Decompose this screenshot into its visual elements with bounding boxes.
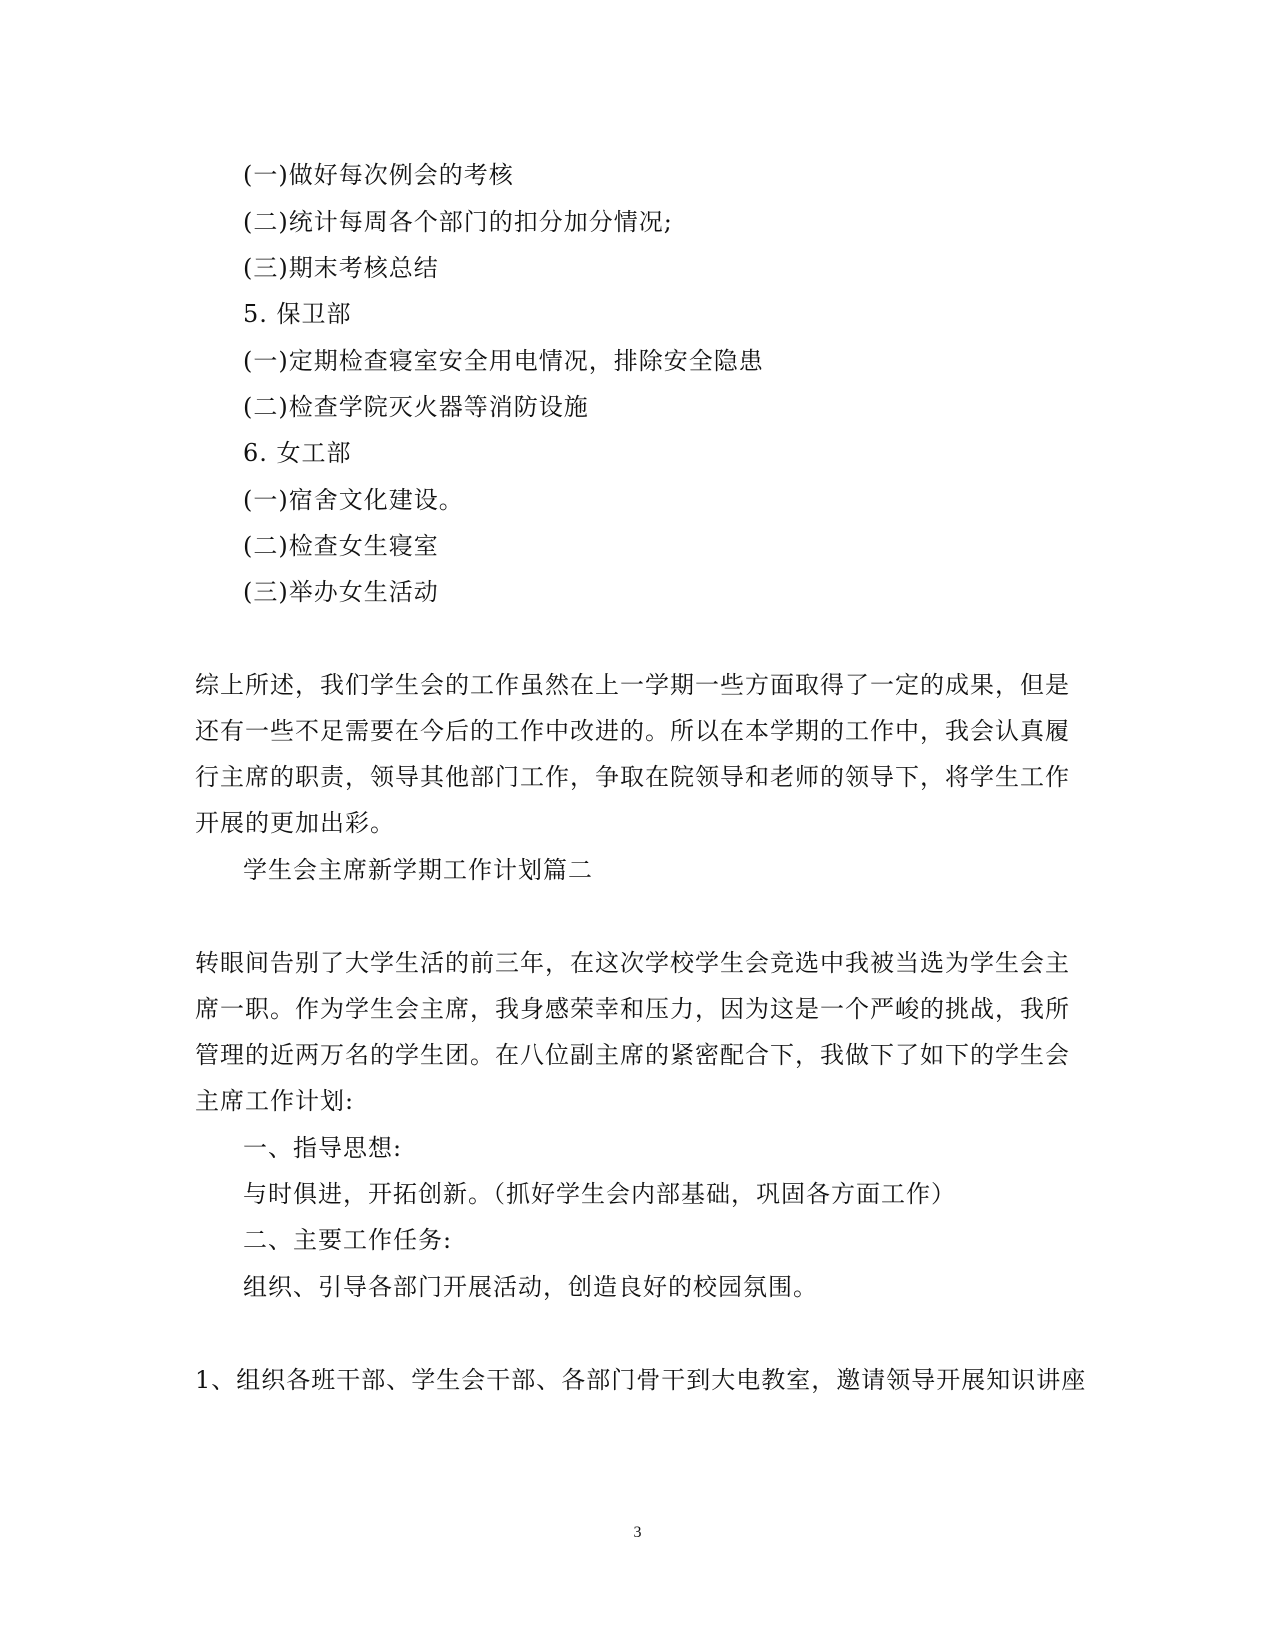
list-item-fire-equipment: (二)检查学院灭火器等消防设施 xyxy=(243,393,589,421)
paragraph-line: 主席工作计划: xyxy=(195,1087,355,1115)
paragraph-line: 转眼间告别了大学生活的前三年，在这次学校学生会竞选中我被当选为学生会主 xyxy=(195,949,1070,977)
paragraph-line: 管理的近两万名的学生团。在八位副主席的紧密配合下，我做下了如下的学生会 xyxy=(195,1041,1070,1069)
section-title: 学生会主席新学期工作计划篇二 xyxy=(243,856,593,884)
list-item-activities: (三)举办女生活动 xyxy=(243,578,439,606)
heading-guiding-principle: 一、指导思想: xyxy=(243,1134,403,1162)
paragraph-line: 开展的更加出彩。 xyxy=(195,809,395,837)
heading-main-tasks: 二、主要工作任务: xyxy=(243,1226,453,1254)
main-tasks-text: 组织、引导各部门开展活动，创造良好的校园氛围。 xyxy=(243,1273,818,1301)
paragraph-line: 综上所述，我们学生会的工作虽然在上一学期一些方面取得了一定的成果，但是 xyxy=(195,671,1070,699)
section-heading-security: 5. 保卫部 xyxy=(243,300,352,328)
section-heading-women: 6. 女工部 xyxy=(243,439,352,467)
paragraph-line: 席一职。作为学生会主席，我身感荣幸和压力，因为这是一个严峻的挑战，我所 xyxy=(195,995,1070,1023)
numbered-item: 1、组织各班干部、学生会干部、各部门骨干到大电教室，邀请领导开展知识讲座 xyxy=(195,1366,1087,1394)
list-item-electricity-check: (一)定期检查寝室安全用电情况，排除安全隐患 xyxy=(243,347,764,375)
list-item-dorm-check: (二)检查女生寝室 xyxy=(243,532,439,560)
list-item-dorm-culture: (一)宿舍文化建设。 xyxy=(243,486,464,514)
paragraph-line: 还有一些不足需要在今后的工作中改进的。所以在本学期的工作中，我会认真履 xyxy=(195,717,1070,745)
page-number: 3 xyxy=(633,1524,642,1541)
list-item-term-summary: (三)期末考核总结 xyxy=(243,254,439,282)
list-item-weekly-scores: (二)统计每周各个部门的扣分加分情况; xyxy=(243,208,673,236)
guiding-principle-text: 与时俱进，开拓创新。（抓好学生会内部基础，巩固各方面工作） xyxy=(243,1180,956,1208)
paragraph-line: 行主席的职责，领导其他部门工作，争取在院领导和老师的领导下，将学生工作 xyxy=(195,763,1070,791)
list-item-assessment-meetings: (一)做好每次例会的考核 xyxy=(243,161,514,189)
